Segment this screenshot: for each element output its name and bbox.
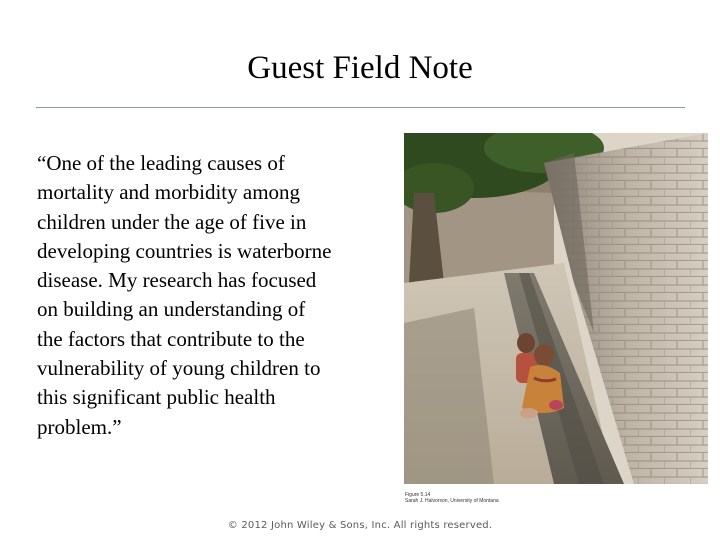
photo-credit: Figure 5.14 Sarah J. Halvorson, University of Montana <box>405 492 499 504</box>
field-photo-children-by-irrigation-channel <box>404 133 708 484</box>
slide-title: Guest Field Note <box>247 50 473 86</box>
field-note-quote: “One of the leading causes of mortality and morbidity among children under the age of five in developing countries is waterborne disease. My research has focused on building an understanding of the factors that contribute to the vulnerability of young children to this significant public health problem.” <box>37 151 332 439</box>
title-divider <box>36 107 685 108</box>
copyright-footer: © 2012 John Wiley & Sons, Inc. All rights reserved. <box>227 520 493 531</box>
